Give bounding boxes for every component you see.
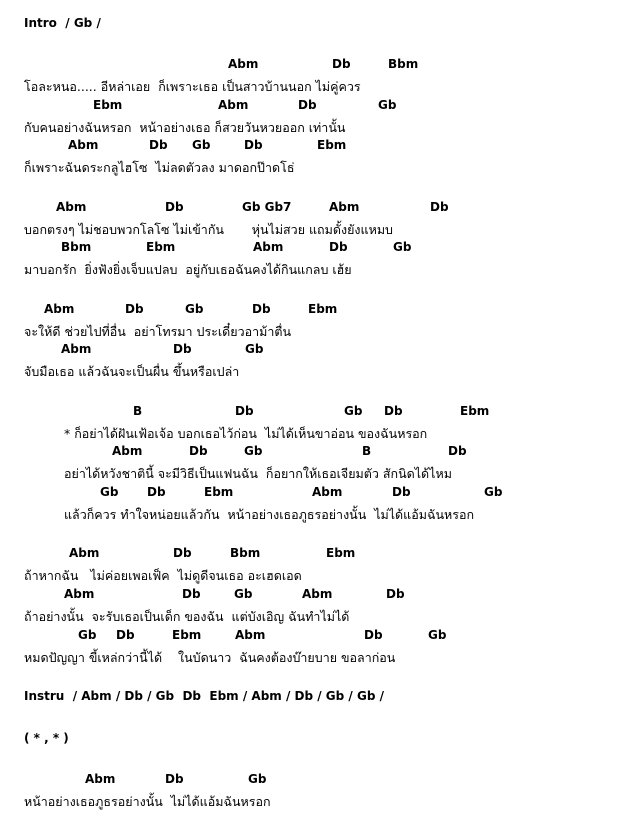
chord-line — [0, 138, 620, 158]
instru-line — [0, 689, 620, 709]
lyric-line — [0, 220, 620, 240]
chord: Db — [386, 587, 405, 601]
chord: Abm — [61, 342, 92, 356]
chord: Gb — [248, 772, 267, 786]
chord: Gb — [484, 485, 503, 499]
chord: Gb Gb7 — [242, 200, 292, 214]
chord: Abm — [302, 587, 333, 601]
lyric-line — [0, 464, 620, 484]
lyric-text: แล้วก็ควร ทำใจหน่อยแล้วกัน หน้าอย่างเธอภูธรอย่างนั้น ไม่ได้แอ้มฉันหรอก — [64, 507, 475, 522]
chord: Ebm — [460, 404, 490, 418]
lyric-text: ถ้าหากฉัน ไม่ค่อยเพอเฟ็ค ไม่ดูดีจนเธอ อะเฮดเอด — [24, 568, 302, 583]
chord: Db — [116, 628, 135, 642]
lyric-line — [0, 260, 620, 280]
chord: Db — [252, 302, 271, 316]
chord: Gb — [378, 98, 397, 112]
chord: B — [362, 444, 372, 458]
chord: Abm — [69, 546, 100, 560]
lyric-line — [0, 158, 620, 178]
chord: Db — [125, 302, 144, 316]
lyric-line — [0, 566, 620, 586]
chord: Db — [364, 628, 383, 642]
chord: Db — [329, 240, 348, 254]
chord: Abm — [56, 200, 87, 214]
chord-line — [0, 57, 620, 77]
chord: Db — [165, 772, 184, 786]
chord-line — [0, 404, 620, 424]
lyric-text: โอละหนอ..... อีหล่าเอย ก็เพราะเธอ เป็นสาวบ้านนอก ไม่คู่ควร — [24, 79, 361, 94]
chord-line — [0, 485, 620, 505]
chord: Bbm — [61, 240, 92, 254]
chord: Gb — [344, 404, 363, 418]
chord: Gb — [234, 587, 253, 601]
chord: Abm — [312, 485, 343, 499]
chord: Db — [392, 485, 411, 499]
chord: Abm — [218, 98, 249, 112]
chord: Ebm — [326, 546, 356, 560]
chord: Ebm — [146, 240, 176, 254]
chord: Db — [448, 444, 467, 458]
lyric-text: หน้าอย่างเธอภูธรอย่างนั้น ไม่ได้แอ้มฉันหรอก — [24, 794, 271, 809]
instru-text: Instru / Abm / Db / Gb Db Ebm / Abm / Db / Gb / Gb / — [24, 689, 384, 703]
lyric-line — [0, 362, 620, 382]
chord: Db — [165, 200, 184, 214]
chord: Ebm — [308, 302, 338, 316]
chord: Bbm — [230, 546, 261, 560]
chord: B — [133, 404, 143, 418]
chord: Abm — [68, 138, 99, 152]
chord-line — [0, 772, 620, 792]
chord: Ebm — [93, 98, 123, 112]
chord: Gb — [78, 628, 97, 642]
chord: Db — [149, 138, 168, 152]
chord: Gb — [245, 342, 264, 356]
lyric-text: กับคนอย่างฉันหรอก หน้าอย่างเธอ ก็สวยวันหวยออก เท่านั้น — [24, 120, 346, 135]
chord: Gb — [428, 628, 447, 642]
lyric-line — [0, 77, 620, 97]
lyric-text: มาบอกรัก ยิ่งฟังยิ่งเจ็บแปลบ อยู่กับเธอฉันคงได้กินแกลบ เฮ้ย — [24, 262, 352, 277]
chord: Db — [173, 546, 192, 560]
chord-line — [0, 200, 620, 220]
chord: Gb — [192, 138, 211, 152]
lyric-text: ก็เพราะฉันดระกลูไฮโซ ไม่ลดตัวลง มาดอกป๊าดโธ่ — [24, 160, 295, 175]
lyric-line — [0, 607, 620, 627]
chord: Db — [332, 57, 351, 71]
chord: Ebm — [204, 485, 234, 499]
chord-line — [0, 302, 620, 322]
lyric-line — [0, 792, 620, 812]
chord: Abm — [64, 587, 95, 601]
lyric-text: จับมือเธอ แล้วฉันจะเป็นผื่น ขึ้นหรือเปล่า — [24, 364, 240, 379]
lyric-line — [0, 648, 620, 668]
chord-line — [0, 240, 620, 260]
chord-line — [0, 628, 620, 648]
chord: Abm — [228, 57, 259, 71]
repeat-marker: ( * , * ) — [24, 731, 69, 745]
lyric-text: ถ้าอย่างนั้น จะรับเธอเป็นเด็ก ของฉัน แต่บังเอิญ ฉันทำไม่ได้ — [24, 609, 350, 624]
chord: Db — [147, 485, 166, 499]
lyric-line — [0, 424, 620, 444]
chord: Gb — [244, 444, 263, 458]
lyric-line — [0, 505, 620, 525]
chord: Gb — [185, 302, 204, 316]
lyric-text: หมดปัญญา ขี้เหล่กว่านี้ได้ ในบัดนาว ฉันคงต้องบ๊ายบาย ขอลาก่อน — [24, 650, 396, 665]
chord-line — [0, 342, 620, 362]
chord: Abm — [329, 200, 360, 214]
chord: Abm — [112, 444, 143, 458]
chord: Gb — [100, 485, 119, 499]
chord: Db — [182, 587, 201, 601]
chord: Db — [298, 98, 317, 112]
chord: Ebm — [317, 138, 347, 152]
lyric-line — [0, 118, 620, 138]
chord: Bbm — [388, 57, 419, 71]
chord-line — [0, 546, 620, 566]
intro-line — [0, 16, 620, 36]
chord: Db — [189, 444, 208, 458]
lyric-text: * ก็อย่าได้ฝันเฟ้อเจ้อ บอกเธอไว้ก่อน ไม่ได้เห็นขาอ่อน ของฉันหรอก — [64, 426, 428, 441]
intro-text: Intro / Gb / — [24, 16, 101, 30]
chord: Db — [384, 404, 403, 418]
lyric-text: จะให้ดี ช่วยไปที่อื่น อย่าโทรมา ประเดี๋ยวอาม้าตื่น — [24, 324, 292, 339]
lyric-text: บอกตรงๆ ไม่ชอบพวกโลโซ ไม่เข้ากัน หุ่นไม่สวย แถมดั้งยังแหมบ — [24, 222, 393, 237]
chord: Db — [244, 138, 263, 152]
lyric-line — [0, 322, 620, 342]
chord: Abm — [235, 628, 266, 642]
chord-line — [0, 587, 620, 607]
repeat-line — [0, 731, 620, 751]
chord: Abm — [44, 302, 75, 316]
chord-line — [0, 98, 620, 118]
chord: Abm — [253, 240, 284, 254]
chord: Db — [235, 404, 254, 418]
chord: Ebm — [172, 628, 202, 642]
chord-line — [0, 444, 620, 464]
chord: Abm — [85, 772, 116, 786]
chord: Gb — [393, 240, 412, 254]
chord: Db — [430, 200, 449, 214]
lyric-text: อย่าได้หวังชาตินี้ จะมีวิธีเป็นแฟนฉัน ก็อยากให้เธอเจียมตัว สักนิดได้ไหม — [64, 466, 452, 481]
chord: Db — [173, 342, 192, 356]
